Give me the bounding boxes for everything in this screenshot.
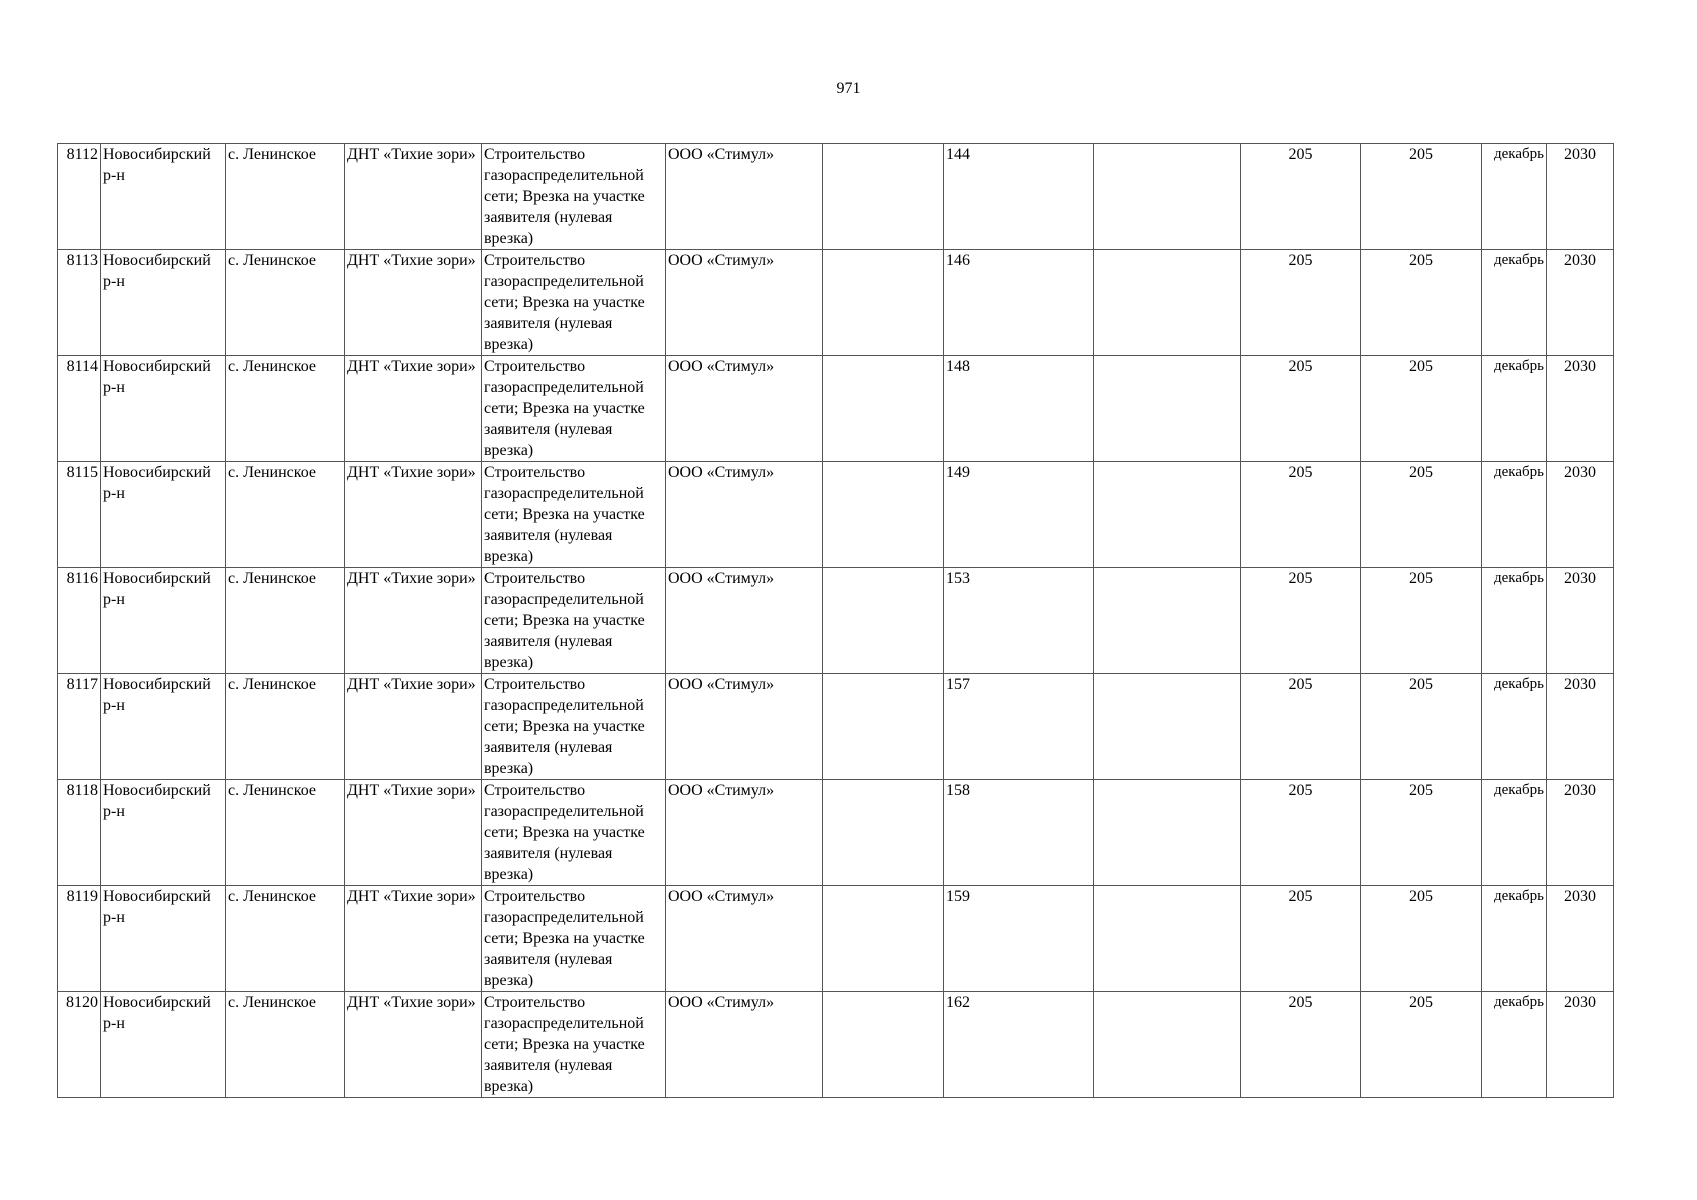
- table-row: [58, 250, 1614, 356]
- organization-cell: ООО «Стимул»: [666, 356, 823, 462]
- table-row: [58, 144, 1614, 250]
- locality-cell: с. Ленинское: [226, 780, 345, 886]
- month-cell: декабрь: [1482, 886, 1547, 992]
- plot-number-cell: 146: [944, 250, 1094, 356]
- work-description-cell: Строительство газораспределительной сети; Врезка на участке заявителя (нулевая врезка): [482, 462, 666, 568]
- object-cell: ДНТ «Тихие зори»: [345, 356, 482, 462]
- organization-cell: ООО «Стимул»: [666, 462, 823, 568]
- work-description-cell: Строительство газораспределительной сети; Врезка на участке заявителя (нулевая врезка): [482, 780, 666, 886]
- work-description-cell: Строительство газораспределительной сети; Врезка на участке заявителя (нулевая врезка): [482, 992, 666, 1098]
- month-cell: декабрь: [1482, 780, 1547, 886]
- year-cell: 2030: [1547, 144, 1614, 250]
- empty-cell: [823, 568, 944, 674]
- row-number-cell: 8113: [58, 250, 101, 356]
- month-cell: декабрь: [1482, 992, 1547, 1098]
- district-cell: Новосибирский р-н: [101, 144, 226, 250]
- district-cell: Новосибирский р-н: [101, 780, 226, 886]
- empty-cell: [1094, 144, 1241, 250]
- table-body: [58, 144, 1614, 1098]
- organization-cell: ООО «Стимул»: [666, 674, 823, 780]
- value-cell: 205: [1241, 886, 1361, 992]
- district-cell: Новосибирский р-н: [101, 462, 226, 568]
- value-cell: 205: [1361, 356, 1482, 462]
- plot-number-cell: 158: [944, 780, 1094, 886]
- empty-cell: [823, 992, 944, 1098]
- organization-cell: ООО «Стимул»: [666, 780, 823, 886]
- empty-cell: [1094, 780, 1241, 886]
- row-number-cell: 8117: [58, 674, 101, 780]
- empty-cell: [1094, 356, 1241, 462]
- plot-number-cell: 144: [944, 144, 1094, 250]
- year-cell: 2030: [1547, 780, 1614, 886]
- year-cell: 2030: [1547, 992, 1614, 1098]
- district-cell: Новосибирский р-н: [101, 674, 226, 780]
- value-cell: 205: [1361, 992, 1482, 1098]
- locality-cell: с. Ленинское: [226, 462, 345, 568]
- district-cell: Новосибирский р-н: [101, 250, 226, 356]
- empty-cell: [823, 144, 944, 250]
- plot-number-cell: 159: [944, 886, 1094, 992]
- value-cell: 205: [1241, 250, 1361, 356]
- organization-cell: ООО «Стимул»: [666, 992, 823, 1098]
- organization-cell: ООО «Стимул»: [666, 568, 823, 674]
- district-cell: Новосибирский р-н: [101, 886, 226, 992]
- table-row: [58, 462, 1614, 568]
- empty-cell: [823, 356, 944, 462]
- empty-cell: [1094, 992, 1241, 1098]
- row-number-cell: 8112: [58, 144, 101, 250]
- work-description-cell: Строительство газораспределительной сети; Врезка на участке заявителя (нулевая врезка): [482, 356, 666, 462]
- value-cell: 205: [1361, 462, 1482, 568]
- empty-cell: [823, 886, 944, 992]
- year-cell: 2030: [1547, 356, 1614, 462]
- year-cell: 2030: [1547, 250, 1614, 356]
- value-cell: 205: [1241, 674, 1361, 780]
- plot-number-cell: 148: [944, 356, 1094, 462]
- work-description-cell: Строительство газораспределительной сети; Врезка на участке заявителя (нулевая врезка): [482, 144, 666, 250]
- object-cell: ДНТ «Тихие зори»: [345, 144, 482, 250]
- year-cell: 2030: [1547, 674, 1614, 780]
- organization-cell: ООО «Стимул»: [666, 144, 823, 250]
- value-cell: 205: [1361, 568, 1482, 674]
- district-cell: Новосибирский р-н: [101, 992, 226, 1098]
- plot-number-cell: 157: [944, 674, 1094, 780]
- plot-number-cell: 153: [944, 568, 1094, 674]
- work-description-cell: Строительство газораспределительной сети; Врезка на участке заявителя (нулевая врезка): [482, 250, 666, 356]
- locality-cell: с. Ленинское: [226, 144, 345, 250]
- locality-cell: с. Ленинское: [226, 356, 345, 462]
- value-cell: 205: [1361, 674, 1482, 780]
- table-row: [58, 992, 1614, 1098]
- month-cell: декабрь: [1482, 356, 1547, 462]
- row-number-cell: 8119: [58, 886, 101, 992]
- value-cell: 205: [1361, 780, 1482, 886]
- object-cell: ДНТ «Тихие зори»: [345, 250, 482, 356]
- row-number-cell: 8118: [58, 780, 101, 886]
- table-row: [58, 568, 1614, 674]
- value-cell: 205: [1241, 356, 1361, 462]
- locality-cell: с. Ленинское: [226, 250, 345, 356]
- month-cell: декабрь: [1482, 462, 1547, 568]
- organization-cell: ООО «Стимул»: [666, 886, 823, 992]
- empty-cell: [1094, 886, 1241, 992]
- value-cell: 205: [1241, 568, 1361, 674]
- month-cell: декабрь: [1482, 250, 1547, 356]
- object-cell: ДНТ «Тихие зори»: [345, 780, 482, 886]
- locality-cell: с. Ленинское: [226, 886, 345, 992]
- plot-number-cell: 162: [944, 992, 1094, 1098]
- work-description-cell: Строительство газораспределительной сети; Врезка на участке заявителя (нулевая врезка): [482, 568, 666, 674]
- empty-cell: [823, 674, 944, 780]
- data-table: [57, 143, 1614, 1098]
- row-number-cell: 8114: [58, 356, 101, 462]
- locality-cell: с. Ленинское: [226, 568, 345, 674]
- empty-cell: [823, 462, 944, 568]
- empty-cell: [823, 780, 944, 886]
- object-cell: ДНТ «Тихие зори»: [345, 568, 482, 674]
- object-cell: ДНТ «Тихие зори»: [345, 674, 482, 780]
- row-number-cell: 8115: [58, 462, 101, 568]
- work-description-cell: Строительство газораспределительной сети; Врезка на участке заявителя (нулевая врезка): [482, 674, 666, 780]
- row-number-cell: 8120: [58, 992, 101, 1098]
- month-cell: декабрь: [1482, 144, 1547, 250]
- object-cell: ДНТ «Тихие зори»: [345, 992, 482, 1098]
- district-cell: Новосибирский р-н: [101, 356, 226, 462]
- empty-cell: [1094, 250, 1241, 356]
- value-cell: 205: [1361, 250, 1482, 356]
- empty-cell: [1094, 462, 1241, 568]
- year-cell: 2030: [1547, 886, 1614, 992]
- empty-cell: [1094, 674, 1241, 780]
- work-description-cell: Строительство газораспределительной сети; Врезка на участке заявителя (нулевая врезка): [482, 886, 666, 992]
- plot-number-cell: 149: [944, 462, 1094, 568]
- table-row: [58, 356, 1614, 462]
- value-cell: 205: [1241, 992, 1361, 1098]
- month-cell: декабрь: [1482, 674, 1547, 780]
- page-number: 971: [836, 80, 861, 97]
- table-row: [58, 780, 1614, 886]
- locality-cell: с. Ленинское: [226, 992, 345, 1098]
- month-cell: декабрь: [1482, 568, 1547, 674]
- year-cell: 2030: [1547, 568, 1614, 674]
- value-cell: 205: [1361, 886, 1482, 992]
- value-cell: 205: [1241, 462, 1361, 568]
- locality-cell: с. Ленинское: [226, 674, 345, 780]
- value-cell: 205: [1241, 780, 1361, 886]
- organization-cell: ООО «Стимул»: [666, 250, 823, 356]
- value-cell: 205: [1241, 144, 1361, 250]
- row-number-cell: 8116: [58, 568, 101, 674]
- object-cell: ДНТ «Тихие зори»: [345, 462, 482, 568]
- empty-cell: [823, 250, 944, 356]
- object-cell: ДНТ «Тихие зори»: [345, 886, 482, 992]
- empty-cell: [1094, 568, 1241, 674]
- table-row: [58, 674, 1614, 780]
- year-cell: 2030: [1547, 462, 1614, 568]
- district-cell: Новосибирский р-н: [101, 568, 226, 674]
- value-cell: 205: [1361, 144, 1482, 250]
- table-row: [58, 886, 1614, 992]
